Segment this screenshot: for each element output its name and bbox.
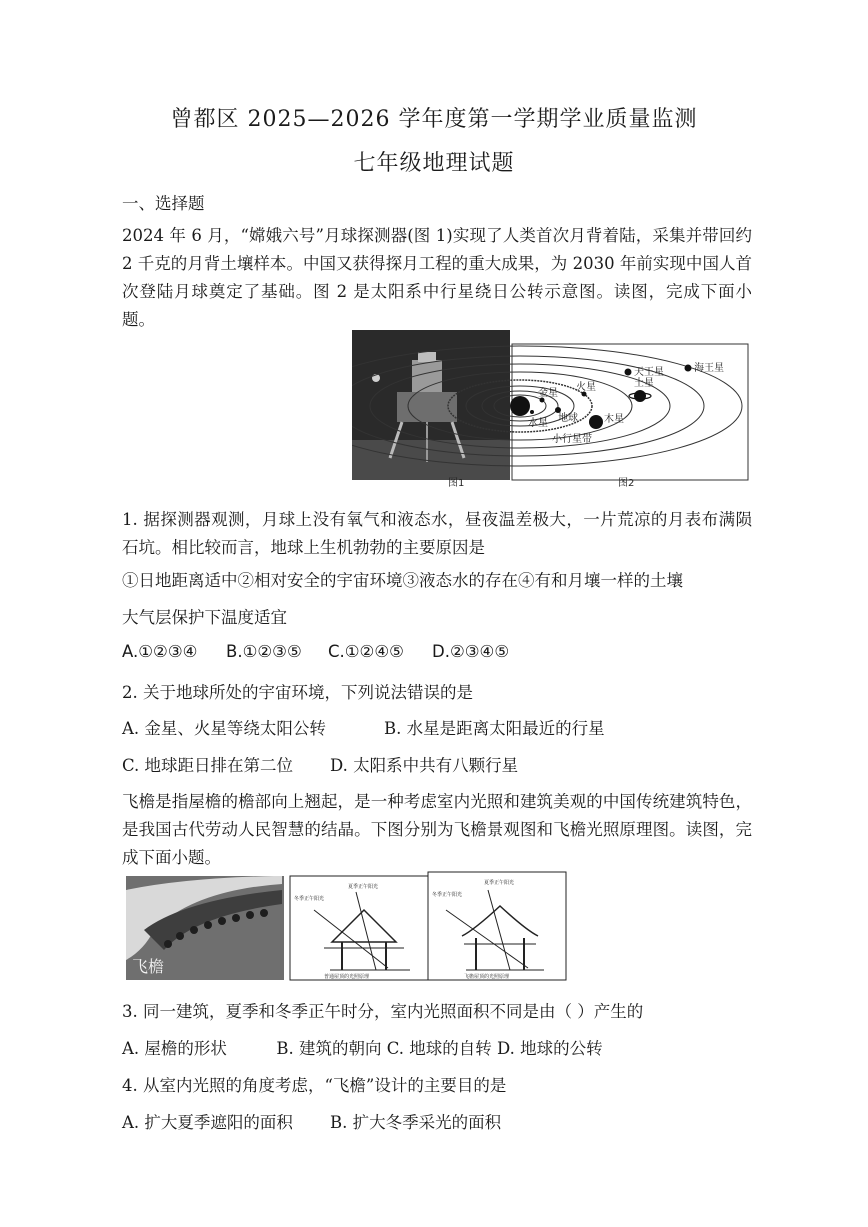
label-venus: 金星 [538,388,558,399]
planet-jupiter [589,415,603,429]
q4-option-a[interactable]: A. 扩大夏季遮阳的面积 [122,1113,293,1132]
eaves-summer-label: 夏季正午阳光 [484,880,515,886]
q1-option-d[interactable]: D.②③④⑤ [432,642,510,661]
figure2-caption: 图2 [618,478,635,488]
label-saturn: 土星 [634,378,654,389]
section-heading: 一、选择题 [122,194,205,213]
ordinary-summer-label: 夏季正午阳光 [348,884,379,890]
exam-title: 曾都区 2025—2026 学年度第一学期学业质量监测 [170,107,698,132]
q2-options-row2 [122,752,518,776]
q1-stem: 1. 据探测器观测，月球上没有氧气和液态水，昼夜温差极大，一片荒凉的月表布满陨石坑。相比较而言，地球上生机勃勃的主要原因是 [122,510,752,557]
lunar-probe-photo [352,330,510,480]
label-mars: 火星 [576,382,596,393]
q2-options-row1 [122,715,605,739]
intro-paragraph-2: 飞檐是指屋檐的檐部向上翘起，是一种考虑室内光照和建筑美观的中国传统建筑特色，是我国古代劳动人民智慧的结晶。下图分别为飞檐景观图和飞檐光照原理图。读图，完成下面小题。 [122,792,752,867]
q2-option-d[interactable]: D. 太阳系中共有八颗行星 [330,756,519,775]
q2-option-c[interactable]: C. 地球距日排在第二位 [122,756,294,775]
figure-flying-eaves [124,870,568,982]
planet-mercury [530,410,534,414]
label-mercury: 水星 [528,418,548,429]
q2-option-b[interactable]: B. 水星是距离太阳最近的行星 [384,719,605,738]
figure-lunar-probe-and-solar-system [352,330,752,488]
q1-options [122,642,509,661]
q4-option-b[interactable]: B. 扩大冬季采光的面积 [330,1113,502,1132]
ordinary-winter-label: 冬季正午阳光 [294,896,325,902]
eaves-roof-caption: 飞檐屋顶的光照原理 [464,974,510,980]
label-jupiter: 木星 [604,414,624,425]
q1-option-b[interactable]: B.①②③⑤ [226,642,302,661]
q2-stem: 2. 关于地球所处的宇宙环境，下列说法错误的是 [122,683,473,702]
q1-conditions: ①日地距离适中②相对安全的宇宙环境③液态水的存在④有和月壤一样的土壤 [122,571,683,590]
label-uranus: 天王星 [634,367,664,378]
planet-uranus [625,369,632,376]
label-neptune: 海王星 [694,363,724,374]
ordinary-roof-caption: 普通屋顶的光照原理 [324,974,370,980]
planet-neptune [685,365,692,372]
flying-eaves-roof-diagram [428,872,566,980]
q2-option-a[interactable]: A. 金星、火星等绕太阳公转 [122,719,326,738]
label-asteroid-belt: 小行星带 [552,434,592,445]
ordinary-roof-diagram [290,876,428,980]
label-earth: 地球 [558,413,578,424]
q3-options[interactable]: A. 屋檐的形状 B. 建筑的朝向 C. 地球的自转 D. 地球的公转 [122,1039,603,1058]
q3-stem: 3. 同一建筑，夏季和冬季正午时分，室内光照面积不同是由（ ）产生的 [122,1002,644,1021]
q1-conditions-continued: 大气层保护下温度适宜 [122,608,287,627]
sun [510,396,530,416]
exam-subtitle: 七年级地理试题 [353,151,515,176]
eaves-winter-label: 冬季正午阳光 [432,892,463,898]
q1-option-a[interactable]: A.①②③④ [122,642,198,661]
photo-label: 飞檐 [132,957,165,976]
planet-saturn [634,390,646,402]
figure1-caption: 图1 [448,478,465,488]
q4-stem: 4. 从室内光照的角度考虑，“飞檐”设计的主要目的是 [122,1076,507,1095]
flying-eaves-photo [126,876,284,980]
q1-option-c[interactable]: C.①②④⑤ [328,642,404,661]
q4-options [122,1109,501,1133]
intro-paragraph-1: 2024 年 6 月，“嫦娥六号”月球探测器(图 1)实现了人类首次月背着陆，采集并带回约 2 千克的月背土壤样本。中国又获得探月工程的重大成果，为 2030 年前实现中国人首次登陆月球奠定了基础。图 2 是太阳系中行星绕日公转示意图。读图，完成下面小题。 [122,226,752,329]
